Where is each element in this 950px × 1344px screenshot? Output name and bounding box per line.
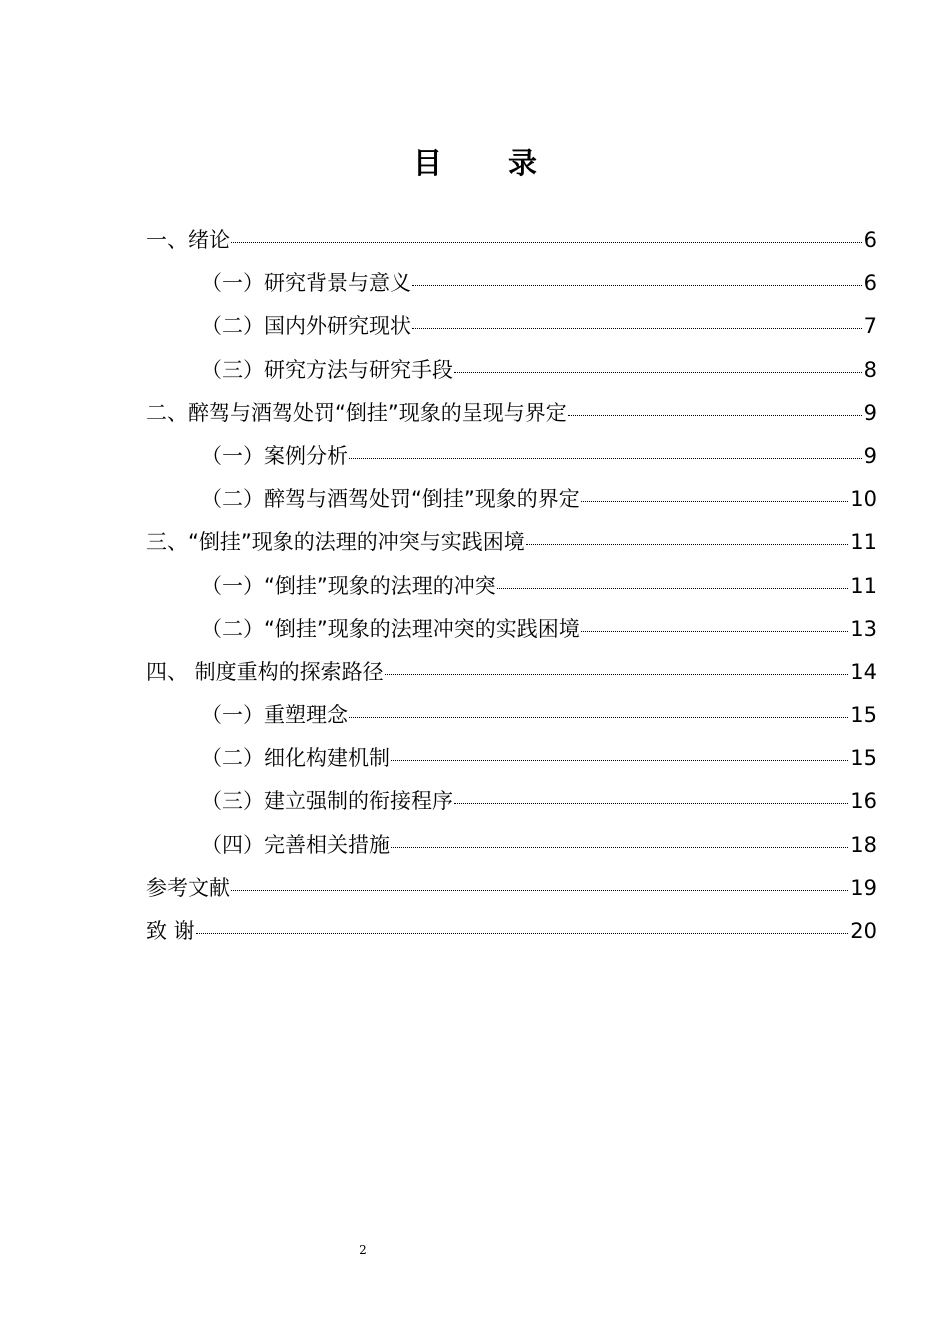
toc-entry-label: （一）研究背景与意义 [201, 271, 411, 296]
toc-entry-page-number: 6 [863, 228, 877, 252]
dot-leader [568, 415, 862, 416]
dot-leader [349, 458, 862, 459]
toc-entry-page-number: 16 [850, 789, 877, 814]
toc-entry[interactable] [146, 652, 877, 695]
toc-entry-page-number: 6 [863, 271, 877, 296]
toc-entry[interactable] [146, 566, 877, 609]
dot-leader [391, 847, 848, 848]
toc-title: 目 录 [412, 146, 566, 181]
dot-leader [497, 588, 849, 589]
toc-entry-page-number: 11 [850, 530, 877, 555]
toc-entry-page-number: 7 [863, 314, 877, 339]
toc-entry-page-number: 19 [850, 875, 877, 900]
toc-entry[interactable] [146, 868, 877, 911]
dot-leader [581, 501, 849, 502]
toc-entry[interactable] [146, 479, 877, 522]
toc-entry-label: 二、醉驾与酒驾处罚“倒挂”现象的呈现与界定 [146, 400, 567, 425]
toc-entry-label: （二）细化构建机制 [201, 746, 390, 771]
toc-entry[interactable] [146, 522, 877, 565]
page-number: 2 [359, 1243, 367, 1257]
dot-leader [454, 803, 848, 804]
toc-entry-page-number: 15 [850, 746, 877, 771]
toc-entry-page-number: 15 [850, 703, 877, 728]
toc-entry[interactable] [146, 825, 877, 868]
toc-entry[interactable] [146, 306, 877, 349]
toc-entry[interactable] [146, 781, 877, 824]
toc-entry-page-number: 18 [850, 832, 877, 857]
dot-leader [391, 760, 848, 761]
toc-entry[interactable] [146, 393, 877, 436]
dot-leader [231, 890, 848, 891]
toc-entry-page-number: 9 [863, 400, 877, 425]
dot-leader [412, 285, 862, 286]
toc-entry-label: （二）醉驾与酒驾处罚“倒挂”现象的界定 [201, 487, 580, 512]
toc-entry[interactable] [146, 911, 877, 954]
toc-entry-label: 参考文献 [146, 875, 230, 900]
toc-entry[interactable] [146, 263, 877, 306]
toc-entry-label: （三）建立强制的衔接程序 [201, 789, 453, 814]
table-of-contents [146, 220, 877, 954]
toc-entry-label: 四、 制度重构的探索路径 [146, 659, 384, 684]
toc-entry-label: （二）国内外研究现状 [201, 314, 411, 339]
toc-entry-label: （四）完善相关措施 [201, 832, 390, 857]
toc-entry-label: （三）研究方法与研究手段 [201, 357, 453, 382]
toc-entry-label: 三、“倒挂”现象的法理的冲突与实践困境 [146, 530, 525, 555]
dot-leader [349, 717, 848, 718]
toc-entry-label: （二）“倒挂”现象的法理冲突的实践困境 [201, 616, 580, 641]
toc-entry-page-number: 20 [850, 919, 877, 943]
toc-entry-page-number: 14 [850, 659, 877, 684]
dot-leader [231, 242, 862, 243]
dot-leader [581, 631, 849, 632]
toc-entry-label: 一、绪论 [146, 228, 230, 252]
toc-entry-label: （一）“倒挂”现象的法理的冲突 [201, 573, 496, 598]
dot-leader [196, 933, 849, 934]
toc-entry-page-number: 10 [850, 487, 877, 512]
toc-entry[interactable] [146, 436, 877, 479]
toc-entry-page-number: 11 [850, 573, 877, 598]
toc-entry-page-number: 8 [863, 357, 877, 382]
toc-entry[interactable] [146, 609, 877, 652]
toc-entry[interactable] [146, 695, 877, 738]
toc-entry[interactable] [146, 738, 877, 781]
dot-leader [526, 544, 849, 545]
dot-leader [412, 328, 862, 329]
dot-leader [385, 674, 849, 675]
toc-entry-label: （一）重塑理念 [201, 703, 348, 728]
toc-entry-label: （一）案例分析 [201, 443, 348, 468]
toc-entry[interactable] [146, 220, 877, 263]
dot-leader [454, 372, 862, 373]
toc-entry-page-number: 9 [863, 443, 877, 468]
toc-entry-label: 致 谢 [146, 919, 195, 943]
toc-entry-page-number: 13 [850, 616, 877, 641]
toc-entry[interactable] [146, 350, 877, 393]
